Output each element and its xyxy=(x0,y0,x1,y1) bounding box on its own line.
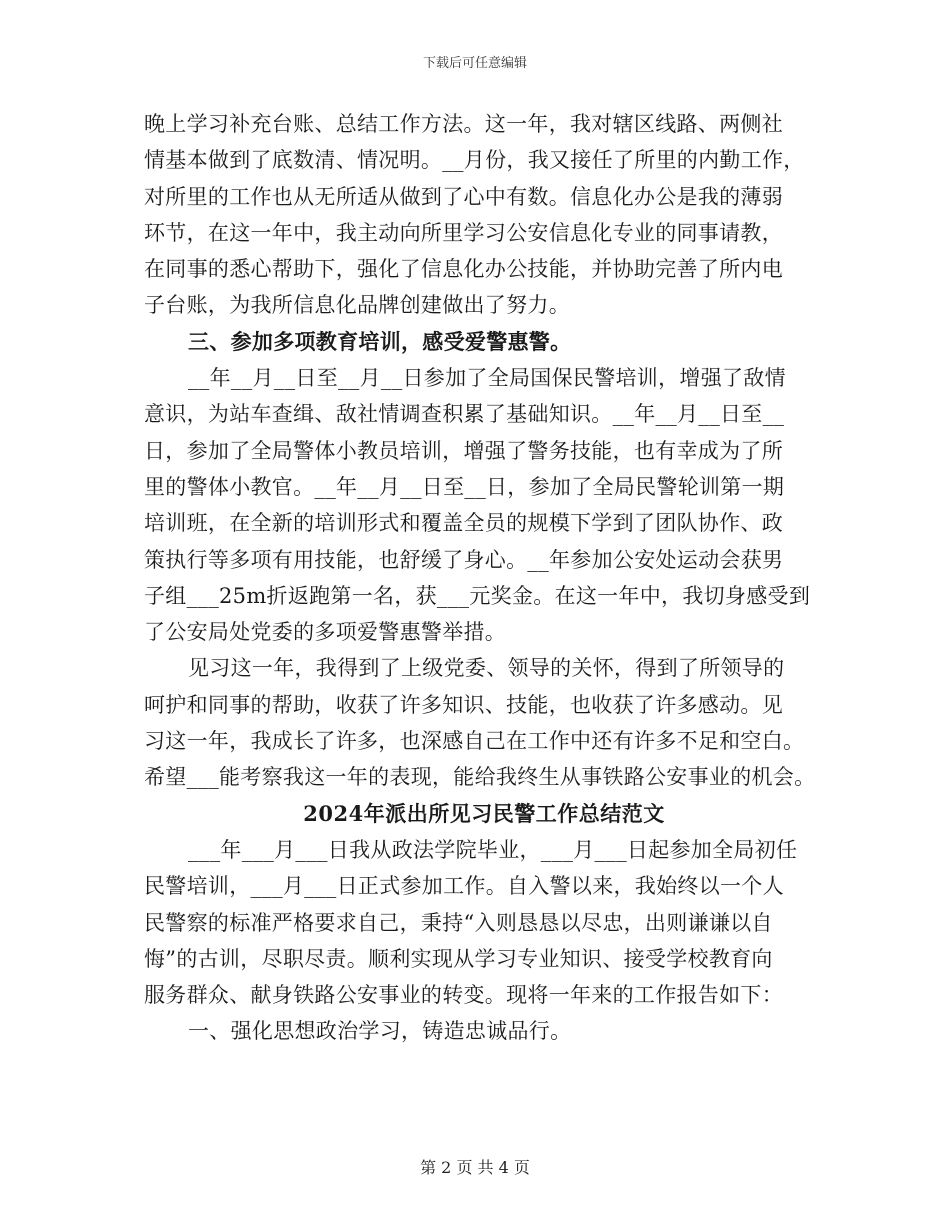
paragraph-line: ___年___月___日我从政法学院毕业，___月___日起参加全局初任 xyxy=(188,837,798,862)
paragraph-line: 对所里的工作也从无所适从做到了心中有数。信息化办公是我的薄弱 xyxy=(144,184,783,209)
paragraph-line: 呵护和同事的帮助，收获了许多知识、技能，也收获了许多感动。见 xyxy=(144,692,783,717)
paragraph-line: 民警培训，___月___日正式参加工作。自入警以来，我始终以一个人 xyxy=(144,874,784,899)
section-heading: 一、强化思想政治学习，铸造忠诚品行。 xyxy=(188,1019,572,1044)
paragraph-line: 晚上学习补充台账、总结工作方法。这一年，我对辖区线路、两侧社 xyxy=(144,112,783,136)
paragraph-line: 子组___25m折返跑第一名，获___元奖金。在这一年中，我切身感受到 xyxy=(144,583,811,608)
page-header: 下载后可任意编辑 xyxy=(422,56,527,71)
paragraph-line: 在同事的悉心帮助下，强化了信息化办公技能，并协助完善了所内电 xyxy=(144,257,783,282)
paragraph-line: 服务群众、献身铁路公安事业的转变。现将一年来的工作报告如下： xyxy=(144,983,783,1008)
paragraph-line: 环节，在这一年中，我主动向所里学习公安信息化专业的同事请教， xyxy=(144,220,783,245)
page-footer: 第 2 页 共 4 页 xyxy=(420,1158,530,1177)
paragraph-line: 见习这一年，我得到了上级党委、领导的关怀，得到了所领导的 xyxy=(188,656,785,681)
paragraph-line: __年__月__日至__月__日参加了全局国保民警培训，增强了敌情 xyxy=(188,366,786,391)
section-heading: 三、参加多项教育培训，感受爱警惠警。 xyxy=(188,328,572,354)
paragraph-line: 悔”的古训，尽职尽责。顺利实现从学习专业知识、接受学校教育向 xyxy=(144,946,773,971)
paragraph-line: 子台账，为我所信息化品牌创建做出了努力。 xyxy=(144,293,570,318)
paragraph-line: 习这一年，我成长了许多，也深感自己在工作中还有许多不足和空白。 xyxy=(144,729,805,754)
paragraph-line: 民警察的标准严格要求自己，秉持“入则恳恳以尽忠，出则谦谦以自 xyxy=(144,910,773,935)
document-title: 2024年派出所见习民警工作总结范文 xyxy=(303,800,665,826)
paragraph-line: 了公安局处党委的多项爱警惠警举措。 xyxy=(144,620,507,645)
paragraph-line: 希望___能考察我这一年的表现，能给我终生从事铁路公安事业的机会。 xyxy=(144,765,816,790)
paragraph-line: 日，参加了全局警体小教员培训，增强了警务技能，也有幸成为了所 xyxy=(144,438,783,463)
paragraph-line: 培训班，在全新的培训形式和覆盖全员的规模下学到了团队协作、政 xyxy=(144,511,783,536)
paragraph-line: 策执行等多项有用技能，也舒缓了身心。__年参加公安处运动会获男 xyxy=(144,547,784,572)
paragraph-line: 情基本做到了底数清、情况明。__月份，我又接任了所里的内勤工作， xyxy=(144,148,805,173)
paragraph-line: 里的警体小教官。__年__月__日至__日，参加了全局民警轮训第一期 xyxy=(144,474,785,499)
paragraph-line: 意识，为站车查缉、敌社情调查积累了基础知识。__年__月__日至__ xyxy=(144,402,785,427)
document-body xyxy=(144,106,824,1050)
